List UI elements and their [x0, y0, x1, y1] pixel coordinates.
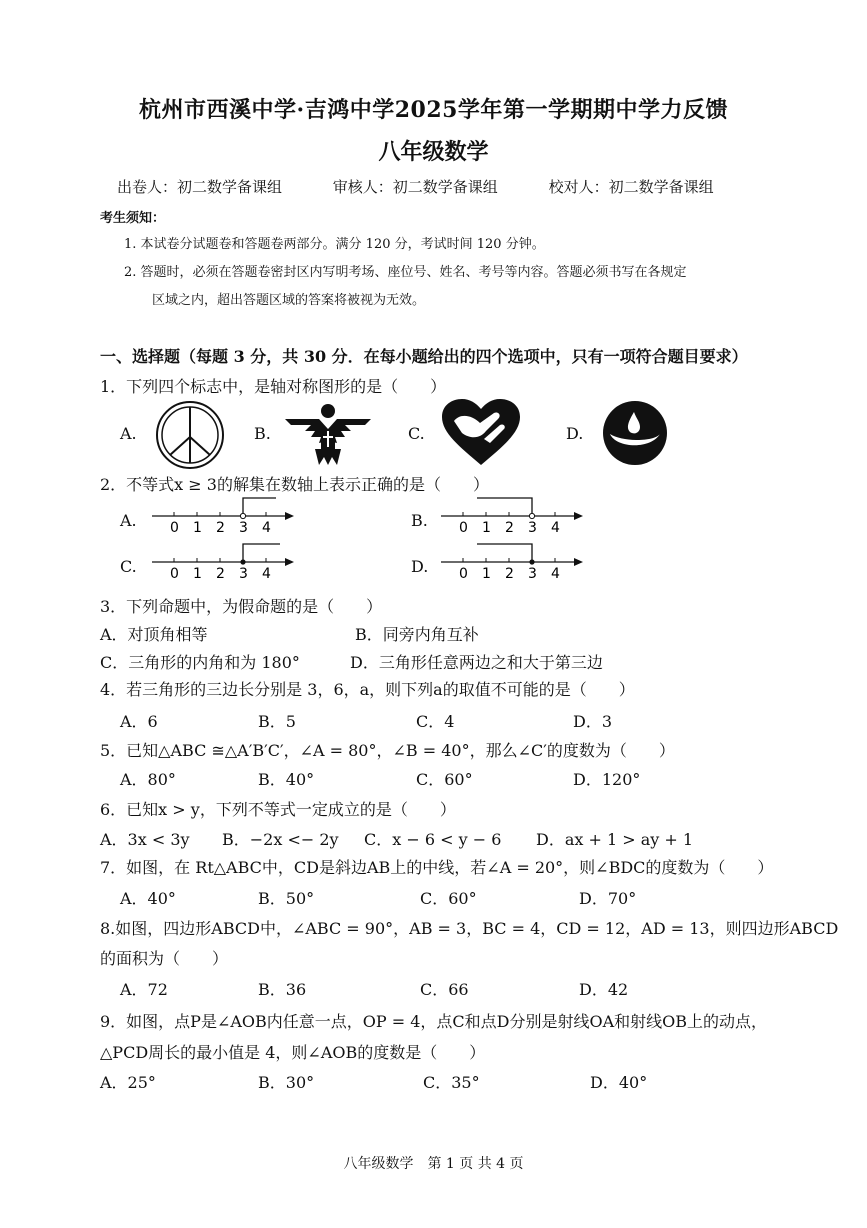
q5-option-d: D．120° — [573, 770, 641, 789]
tick-4: 4 — [551, 520, 560, 534]
q1-label-d: D. — [566, 424, 584, 443]
q8-option-b: B．36 — [258, 980, 307, 999]
tick-3: 3 — [528, 520, 537, 534]
section-heading: 一、选择题（每题 3 分，共 30 分．在每小题给出的四个选项中，只有一项符合题目要求） — [100, 347, 748, 366]
tick-1: 1 — [193, 566, 202, 580]
tick-3: 3 — [528, 566, 537, 580]
heart-hand-logo-icon — [440, 399, 522, 469]
q5-stem: 5．已知△ABC ≅△A′B′C′，∠A = 80°，∠B = 40°，那么∠C′的度数为（ ） — [100, 741, 675, 760]
tick-1: 1 — [193, 520, 202, 534]
q2-label-d: D. — [411, 557, 429, 576]
tick-1: 1 — [482, 566, 491, 580]
q4-option-b: B．5 — [258, 712, 296, 731]
tick-4: 4 — [262, 566, 271, 580]
q5-option-a: A．80° — [120, 770, 176, 789]
tick-4: 4 — [262, 520, 271, 534]
number-line-a — [148, 494, 298, 534]
exam-meta — [117, 176, 714, 197]
page-footer: 八年级数学 第 1 页 共 4 页 — [343, 1156, 524, 1172]
tick-2: 2 — [216, 520, 225, 534]
q3-option-d: D．三角形任意两边之和大于第三边 — [350, 653, 603, 672]
q8-option-d: D．42 — [579, 980, 629, 999]
tick-0: 0 — [170, 566, 179, 580]
tick-2: 2 — [505, 566, 514, 580]
q8-option-a: A．72 — [120, 980, 168, 999]
q8-stem-2: 的面积为（ ） — [100, 949, 229, 968]
tick-0: 0 — [459, 566, 468, 580]
tick-2: 2 — [505, 520, 514, 534]
number-line-d — [437, 540, 587, 580]
tick-0: 0 — [170, 520, 179, 534]
q8-stem-1: 8.如图，四边形ABCD中，∠ABC = 90°，AB = 3，BC = 4，CD = 12，AD = 13，则四边形ABCD — [100, 919, 839, 938]
q2-label-b: B. — [411, 511, 428, 530]
q2-stem: 2．不等式x ≥ 3的解集在数轴上表示正确的是（ ） — [100, 475, 489, 494]
q7-option-d: D．70° — [579, 889, 637, 908]
q4-option-a: A．6 — [120, 712, 158, 731]
tick-1: 1 — [482, 520, 491, 534]
proofreader: 校对人：初二数学备课组 — [548, 178, 714, 196]
q4-option-c: C．4 — [416, 712, 455, 731]
q4-option-d: D．3 — [573, 712, 613, 731]
notice-item-2a: 2. 答题时，必须在答题卷密封区内写明考场、座位号、姓名、考号等内容。答题必须书写在各规定 — [124, 265, 687, 280]
number-line-b — [437, 494, 587, 534]
q9-stem-2: △PCD周长的最小值是 4，则∠AOB的度数是（ ） — [100, 1043, 486, 1062]
q3-option-b: B．同旁内角互补 — [355, 625, 479, 644]
tick-3: 3 — [239, 520, 248, 534]
q7-stem: 7．如图，在 Rt△ABC中，CD是斜边AB上的中线，若∠A = 20°，则∠BDC的度数为（ ） — [100, 858, 774, 877]
q1-label-b: B. — [254, 424, 271, 443]
q5-option-c: C．60° — [416, 770, 473, 789]
q6-option-b: B．−2x <− 2y — [222, 830, 339, 849]
q1-stem: 1．下列四个标志中，是轴对称图形的是（ ） — [100, 377, 447, 396]
q7-option-c: C．60° — [420, 889, 477, 908]
q3-option-c: C．三角形的内角和为 180° — [100, 653, 300, 672]
tick-4: 4 — [551, 566, 560, 580]
tick-0: 0 — [459, 520, 468, 534]
q7-option-b: B．50° — [258, 889, 315, 908]
q1-label-c: C. — [408, 424, 425, 443]
q9-option-d: D．40° — [590, 1073, 648, 1092]
q2-label-c: C. — [120, 557, 137, 576]
exam-subject: 八年级数学 — [378, 139, 489, 165]
tick-2: 2 — [216, 566, 225, 580]
q9-option-b: B．30° — [258, 1073, 315, 1092]
q5-option-b: B．40° — [258, 770, 315, 789]
notice-item-2b: 区域之内，超出答题区域的答案将被视为无效。 — [152, 293, 426, 308]
q3-stem: 3．下列命题中，为假命题的是（ ） — [100, 597, 383, 616]
q2-label-a: A. — [120, 511, 137, 530]
q9-option-c: C．35° — [423, 1073, 480, 1092]
number-line-c — [148, 540, 298, 580]
q9-stem-1: 9．如图，点P是∠AOB内任意一点，OP = 4，点C和点D分别是射线OA和射线OB上的动点， — [100, 1012, 768, 1031]
q3-option-a: A．对顶角相等 — [100, 625, 208, 644]
peace-symbol-icon — [153, 399, 227, 471]
reviewer: 审核人：初二数学备课组 — [332, 178, 498, 196]
q6-option-a: A．3x < 3y — [100, 830, 190, 849]
q8-option-c: C．66 — [420, 980, 469, 999]
tick-3: 3 — [239, 566, 248, 580]
q9-option-a: A．25° — [100, 1073, 156, 1092]
notice-heading: 考生须知： — [100, 211, 166, 226]
setter: 出卷人：初二数学备课组 — [117, 178, 283, 196]
q6-stem: 6．已知x > y，下列不等式一定成立的是（ ） — [100, 800, 456, 819]
q1-label-a: A. — [120, 424, 137, 443]
q6-option-d: D．ax + 1 > ay + 1 — [536, 830, 694, 849]
q6-option-c: C．x − 6 < y − 6 — [364, 830, 502, 849]
notice-item-1: 1. 本试卷分试题卷和答题卷两部分。满分 120 分，考试时间 120 分钟。 — [124, 237, 545, 252]
exam-title: 杭州市西溪中学·吉鸿中学2025学年第一学期期中学力反馈 — [139, 97, 728, 123]
q7-option-a: A．40° — [120, 889, 176, 908]
q4-stem: 4．若三角形的三边长分别是 3，6，a，则下列a的取值不可能的是（ ） — [100, 680, 635, 699]
eagle-emblem-icon — [285, 401, 371, 467]
drop-in-circle-logo-icon — [600, 400, 670, 466]
